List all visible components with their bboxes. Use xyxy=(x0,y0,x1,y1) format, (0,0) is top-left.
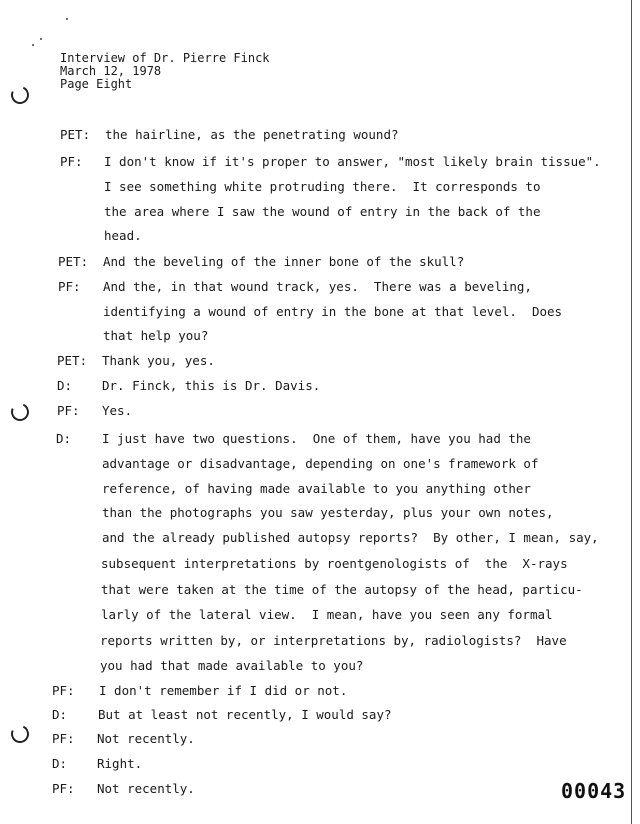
transcript-line: the area where I saw the wound of entry in the back of the xyxy=(104,204,541,219)
transcript-line: Dr. Finck, this is Dr. Davis. xyxy=(102,378,321,393)
speaker-label: PF: xyxy=(52,683,75,698)
document-number-stamp: 00043 xyxy=(561,779,627,803)
speaker-label: PF: xyxy=(52,731,75,746)
transcript-line: and the already published autopsy reports? By other, I mean, say, xyxy=(102,530,599,545)
transcript-line: I just have two questions. One of them, have you had the xyxy=(102,431,531,446)
punch-hole-mark xyxy=(8,83,31,106)
speaker-label: PET: xyxy=(58,254,89,269)
speaker-label: D: xyxy=(52,707,68,722)
document-header xyxy=(60,52,270,91)
transcript-line: advantage or disadvantage, depending on one's framework of xyxy=(102,456,539,471)
transcript-line: I see something white protruding there. It corresponds to xyxy=(104,179,541,194)
transcript-line: And the beveling of the inner bone of the skull? xyxy=(103,254,465,269)
transcript-line: larly of the lateral view. I mean, have you seen any formal xyxy=(101,607,553,622)
transcript-line: But at least not recently, I would say? xyxy=(98,707,392,722)
transcript-line: than the photographs you saw yesterday, plus your own notes, xyxy=(102,505,554,520)
transcript-line: head. xyxy=(104,228,142,243)
speaker-label: D: xyxy=(52,756,68,771)
scan-speck xyxy=(40,38,42,40)
speaker-label: PF: xyxy=(52,781,75,796)
punch-hole-mark xyxy=(8,400,31,423)
scan-speck xyxy=(32,44,34,46)
transcript-line: identifying a wound of entry in the bone at that level. Does xyxy=(103,304,563,319)
transcript-line: Not recently. xyxy=(97,731,195,746)
speaker-label: PET: xyxy=(57,353,88,368)
transcript-line: reference, of having made available to you anything other xyxy=(102,481,531,496)
transcript-line: I don't remember if I did or not. xyxy=(99,683,348,698)
header-date: March 12, 1978 xyxy=(60,64,162,78)
speaker-label: PF: xyxy=(57,403,80,418)
transcript-line: subsequent interpretations by roentgenologists of the X-rays xyxy=(101,556,568,571)
header-title: Interview of Dr. Pierre Finck xyxy=(60,51,270,65)
speaker-label: D: xyxy=(57,378,73,393)
transcript-line: reports written by, or interpretations by, radiologists? Have xyxy=(100,633,567,648)
transcript-line: the hairline, as the penetrating wound? xyxy=(105,127,399,142)
speaker-label: PF: xyxy=(58,279,81,294)
page-edge-line xyxy=(631,0,632,824)
speaker-label: D: xyxy=(56,431,72,446)
transcript-line: you had that made available to you? xyxy=(100,658,364,673)
speaker-label: PET: xyxy=(60,127,91,142)
transcript-line: Not recently. xyxy=(97,781,195,796)
transcript-line: Yes. xyxy=(102,403,133,418)
transcript-line: Thank you, yes. xyxy=(102,353,215,368)
transcript-line: that help you? xyxy=(103,328,209,343)
transcript-line: I don't know if it's proper to answer, "most likely brain tissue". xyxy=(104,154,601,169)
scan-speck xyxy=(66,18,68,20)
header-page: Page Eight xyxy=(60,77,133,91)
punch-hole-mark xyxy=(8,722,31,745)
transcript-line: Right. xyxy=(97,756,143,771)
speaker-label: PF: xyxy=(60,154,83,169)
transcript-line: And the, in that wound track, yes. There was a beveling, xyxy=(103,279,532,294)
transcript-line: that were taken at the time of the autopsy of the head, particu- xyxy=(101,582,583,597)
